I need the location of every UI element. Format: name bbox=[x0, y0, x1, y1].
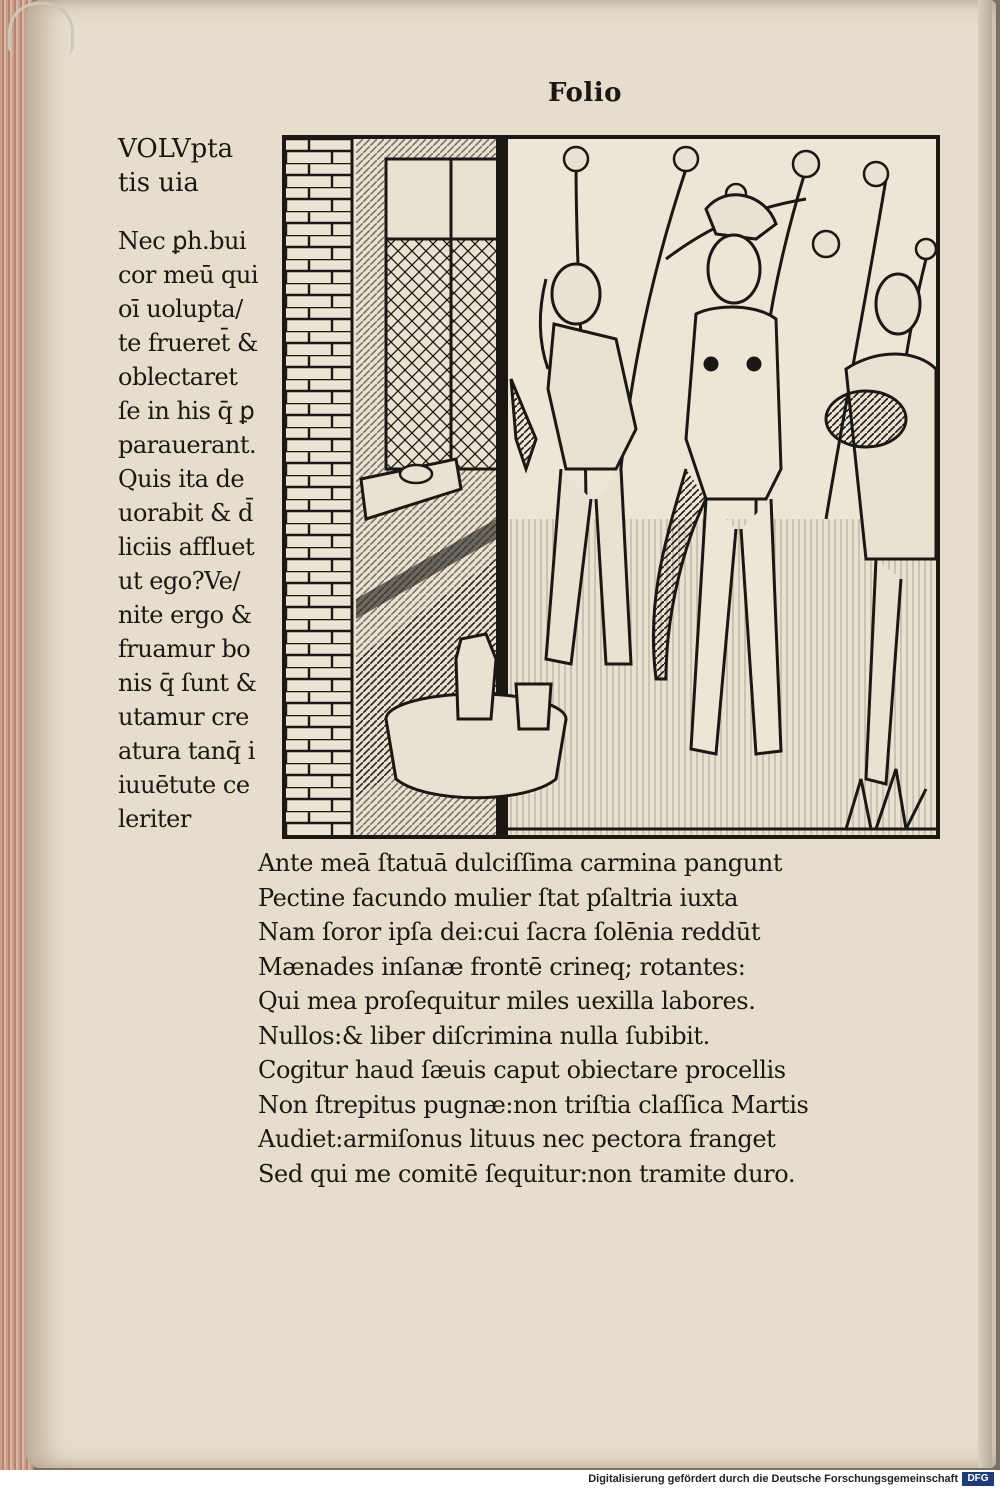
brick-wall bbox=[286, 139, 352, 835]
verse-line: Pectine facundo mulier ſtat pſaltria iuxta bbox=[258, 883, 739, 912]
marginal-line: te frueret̄ & bbox=[118, 329, 258, 357]
verse-line: Qui mea proſequitur miles uexilla labores. bbox=[258, 987, 756, 1015]
marginal-line: oī uolupta/ bbox=[118, 295, 243, 323]
marginal-line: Nec ꝑh.bui bbox=[118, 227, 247, 255]
verse-line: Nam ſoror ipſa dei:cui ſacra ſolēnia reddūt bbox=[258, 918, 761, 946]
verse-line: Cogitur haud ſæuis caput obiectare procellis bbox=[258, 1056, 786, 1084]
verse-line: Ante meā ſtatuā dulciſſima carmina pangunt bbox=[258, 849, 783, 877]
dfg-logo-icon: DFG bbox=[962, 1472, 994, 1486]
verse-line: Mænades inſanæ frontē crineq; rotantes: bbox=[258, 952, 746, 981]
marginal-heading bbox=[118, 132, 288, 200]
marginal-line: leriter bbox=[118, 805, 191, 833]
verse-block bbox=[258, 846, 898, 1191]
marginal-line: iuuētute ce bbox=[118, 771, 250, 799]
page-clip-icon bbox=[8, 2, 74, 53]
marginal-line: ſe in his q̄ ꝑ bbox=[118, 397, 255, 425]
verse-line: Non ſtrepitus pugnæ:non triſtia claſſica Martis bbox=[258, 1090, 809, 1119]
marginal-line: oblectaret bbox=[118, 363, 238, 391]
marginal-line: uorabit & d̄ bbox=[118, 499, 253, 527]
marginal-line: nis q̄ ſunt & bbox=[118, 669, 257, 697]
marginal-text bbox=[118, 224, 278, 836]
woodcut-drawing bbox=[286, 139, 936, 835]
woodcut-illustration bbox=[282, 135, 940, 839]
marginal-heading-line: VOLVpta bbox=[118, 134, 234, 164]
verse-line: Nullos:& liber diſcrimina nulla ſubibit. bbox=[258, 1021, 710, 1050]
marginal-line: atura tanq̄ i bbox=[118, 737, 255, 765]
marginal-heading-line: tis uia bbox=[118, 168, 199, 198]
verse-line: Audiet:armiſonus lituus nec pectora franget bbox=[258, 1125, 776, 1153]
marginal-line: parauerant. bbox=[118, 431, 257, 459]
marginal-line: cor meū qui bbox=[118, 261, 259, 289]
marginal-line: ut ego?Ve/ bbox=[118, 567, 241, 595]
marginal-line: utamur cre bbox=[118, 703, 249, 731]
facing-page-edge bbox=[978, 0, 992, 1468]
folio-header: Folio bbox=[548, 78, 622, 108]
marginal-line: Quis ita de bbox=[118, 465, 245, 493]
marginal-line: liciis affluet bbox=[118, 533, 255, 561]
marginal-line: fruamur bo bbox=[118, 635, 251, 663]
verse-line: Sed qui me comitē ſequitur:non tramite duro. bbox=[258, 1159, 796, 1188]
marginal-line: nite ergo & bbox=[118, 601, 252, 629]
digitization-credit: Digitalisierung gefördert durch die Deutsche Forschungsgemeinschaft bbox=[588, 1473, 958, 1485]
